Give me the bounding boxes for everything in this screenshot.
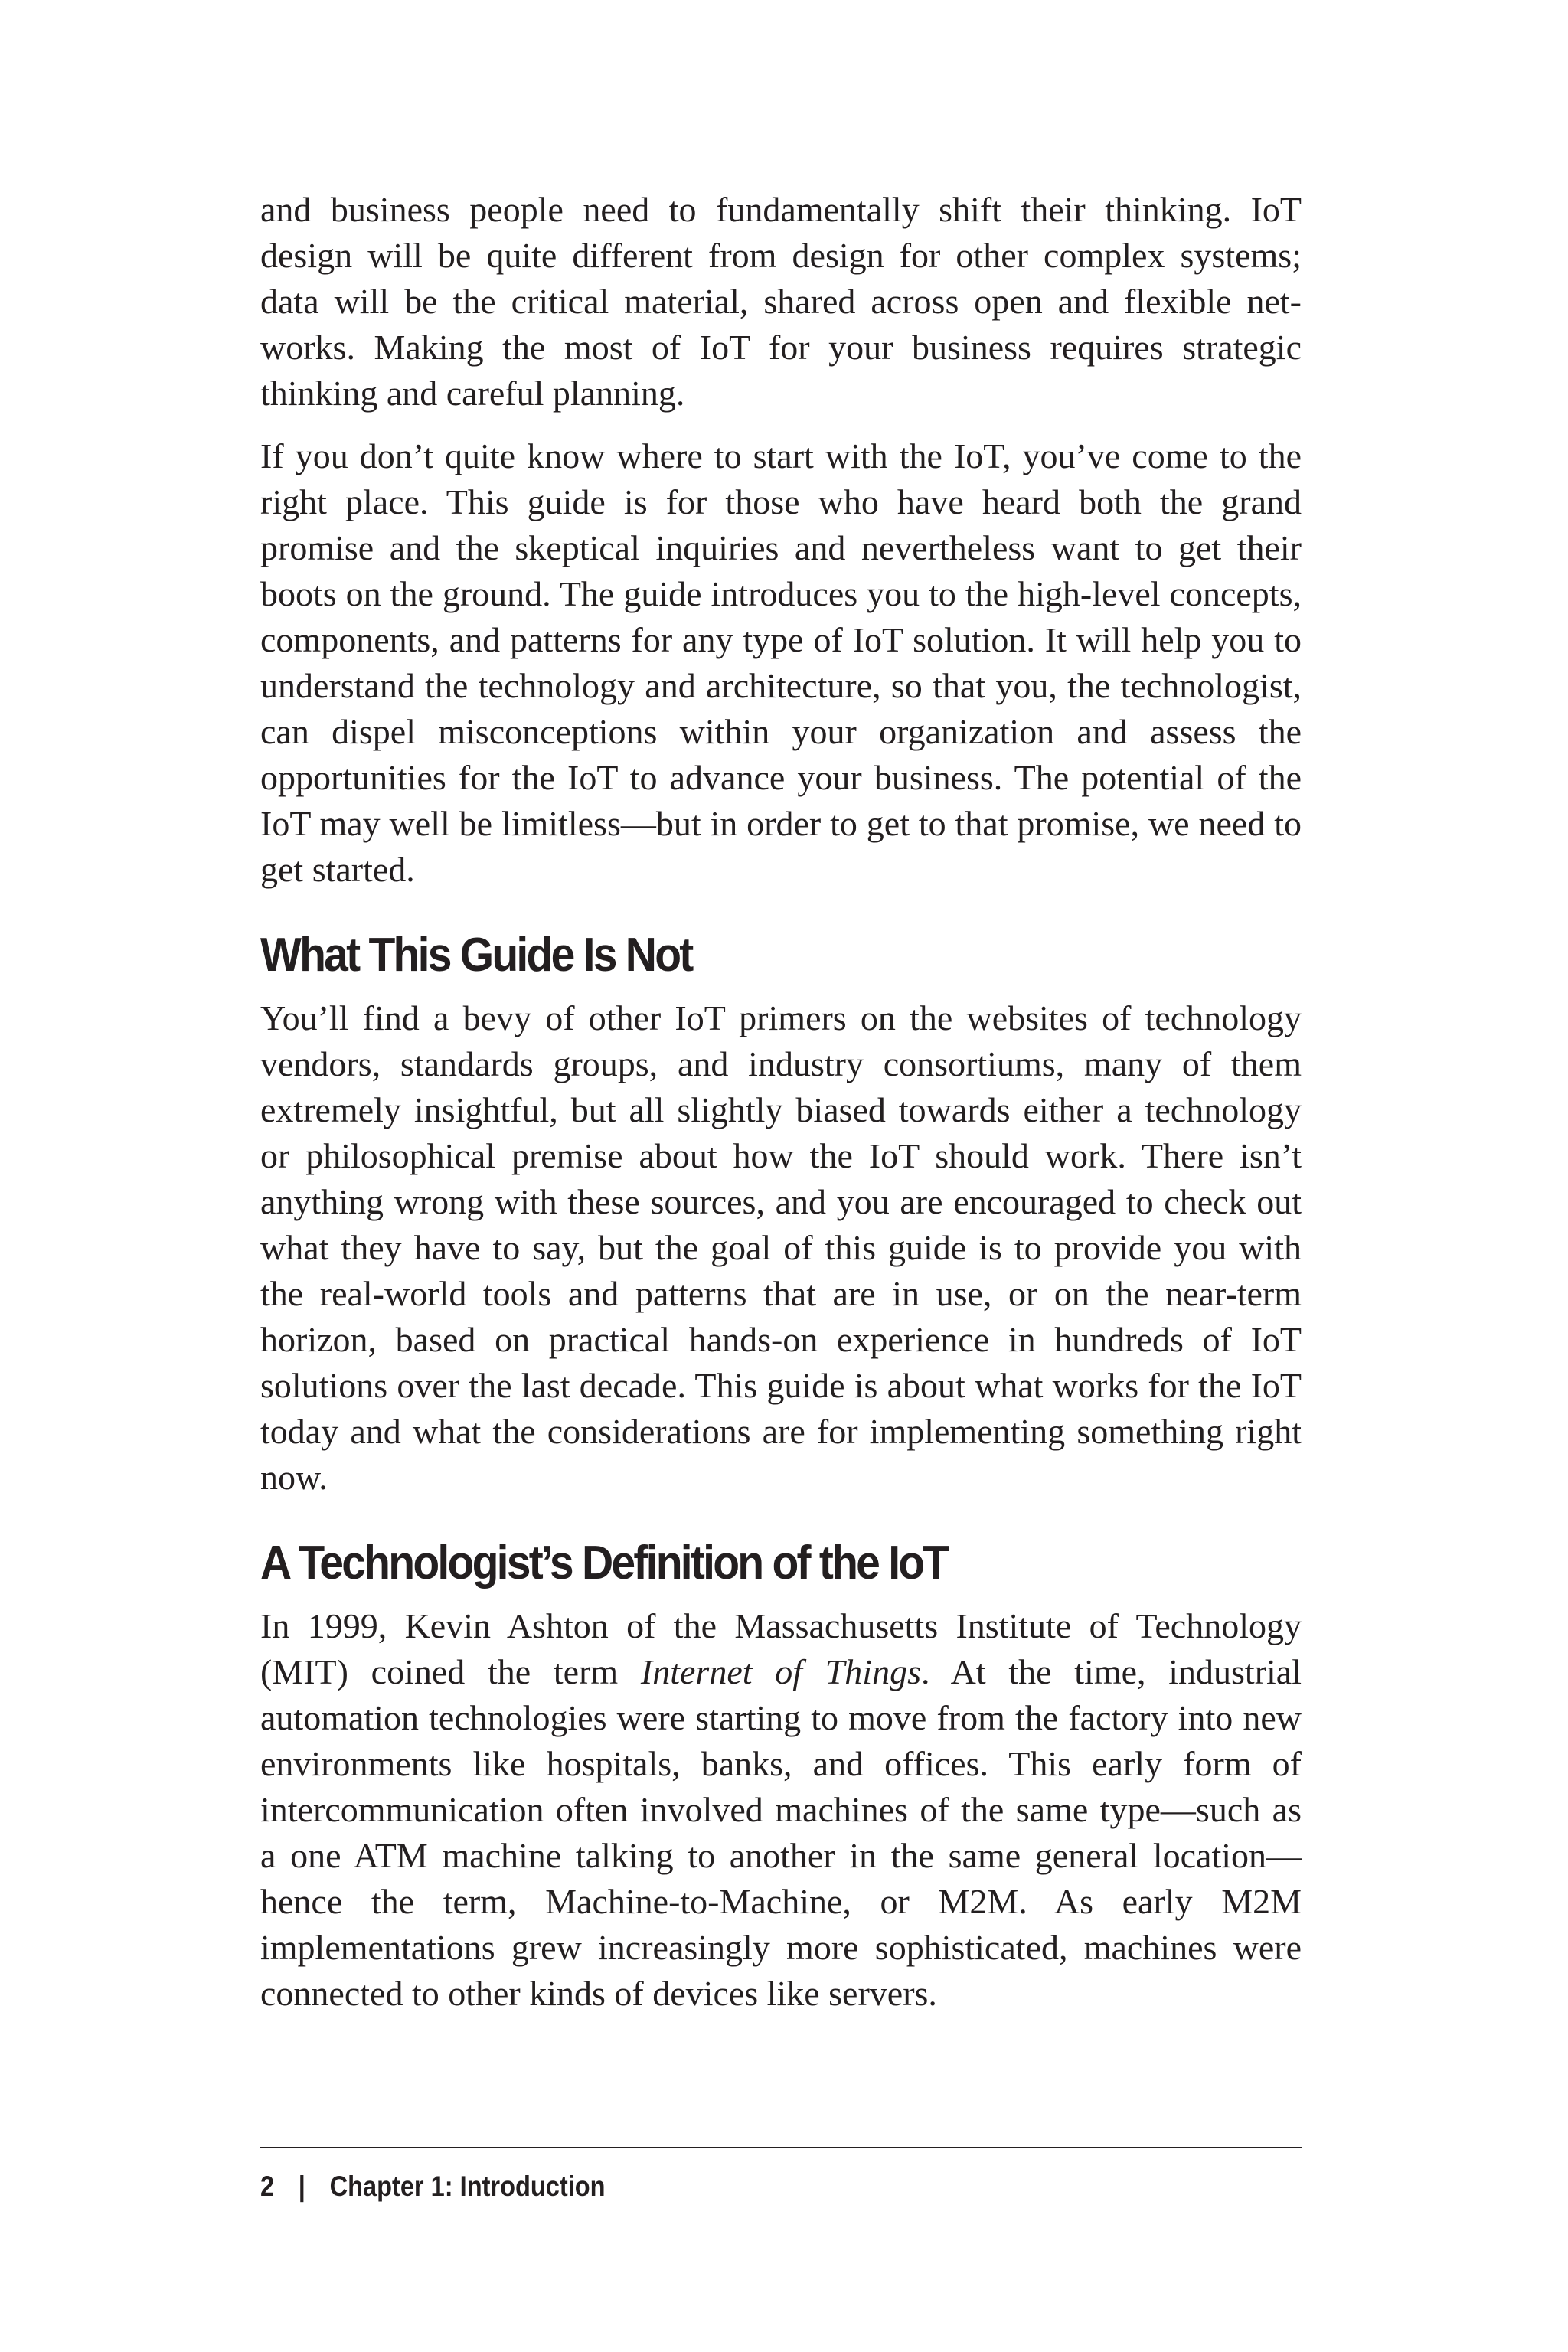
footer-separator: | bbox=[298, 2171, 305, 2202]
page-footer bbox=[260, 2147, 1302, 2210]
footer-row bbox=[260, 2170, 606, 2203]
page-number: 2 bbox=[260, 2171, 275, 2202]
paragraph-where-to-start: If you don’t quite know where to start with the IoT, you’ve come to the right place. This guide is for those who have heard both the grand promise and the skeptical inquiries and nevertheless want to get their boots on the ground. The guide introduces you to the high-level concepts, components, and patterns for any type of IoT solution. It will help you to understand the technology and architecture, so that you, the technologist, can dispel misconceptions within your organization and assess the opportunities for the IoT to advance your business. The potential of the IoT may well be limitless—but in order to get to that promise, we need to get started. bbox=[260, 436, 1302, 889]
chapter-title: Chapter 1: Introduction bbox=[329, 2171, 606, 2202]
section-heading-what-this-guide-is-not: What This Guide Is Not bbox=[260, 929, 692, 982]
paragraph-history bbox=[260, 1603, 1302, 2017]
section-heading-technologist-definition: A Technologist’s Definition of the IoT bbox=[260, 1537, 948, 1589]
history-text-end: . At the time, industrial automation technologies were starting to move from the factory into new environments like hospitals, banks, and offices. This early form of intercommunication often involved machines of the same type—such as a one ATM machine talking to another in the same general location—hence the term, Machine-to-Machine, or M2M. As early M2M implementations grew increasingly more sophisticated, machines were connected to other kinds of devices like servers. bbox=[260, 1652, 1302, 2013]
paragraph-intro-continued: and business people need to fundamentally shift their thinking. IoT design will be quite different from design for other complex systems; data will be the critical material, shared across open and flexible networks. Making the most of IoT for your business requires strategic thinking and careful planning. bbox=[260, 190, 1302, 413]
history-text-start: In 1999, Kevin Ashton of the Massachusetts Institute of Technology (MIT) coined the term bbox=[260, 1606, 1302, 1691]
page-body bbox=[260, 187, 1302, 2034]
paragraph-other-primers: You’ll find a bevy of other IoT primers on the websites of technology vendors, standards groups, and industry consortiums, many of them extremely insightful, but all slightly biased towards either a technology or philosophical premise about how the IoT should work. There isn’t anything wrong with these sources, and you are encouraged to check out what they have to say, but the goal of this guide is to provide you with the real-world tools and patterns that are in use, or on the near-term horizon, based on practical hands-on experience in hundreds of IoT solutions over the last decade. This guide is about what works for the IoT today and what the considerations are for implementing something right now. bbox=[260, 998, 1302, 1497]
history-term-italic: Internet of Things bbox=[640, 1652, 921, 1691]
